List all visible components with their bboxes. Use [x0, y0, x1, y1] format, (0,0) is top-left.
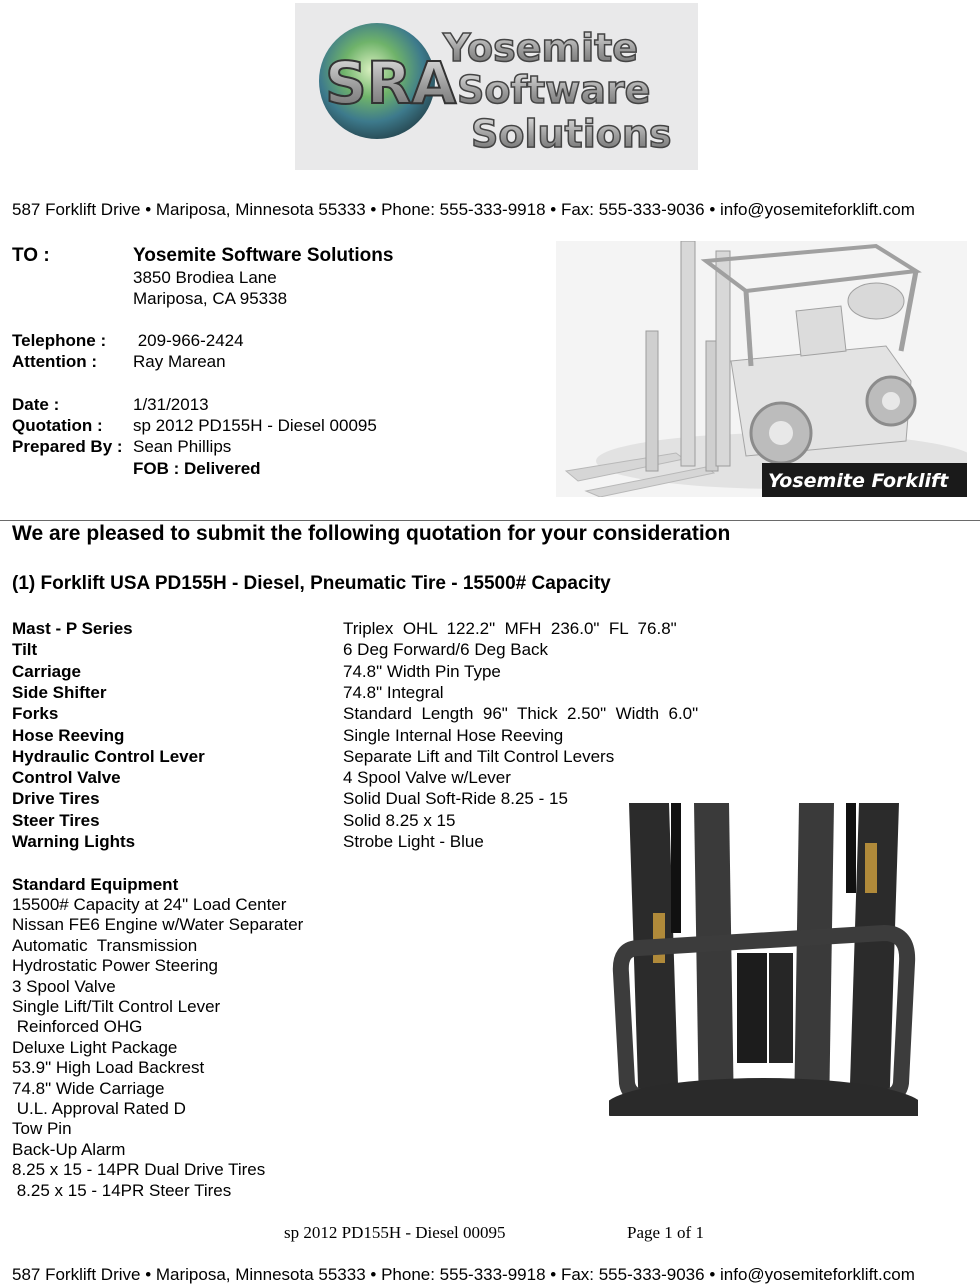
prepared-value: Sean Phillips: [133, 437, 232, 456]
spec-name: Mast - P Series: [12, 619, 133, 638]
list-item: 74.8" Wide Carriage: [12, 1078, 165, 1098]
spec-name: Control Valve: [12, 768, 121, 788]
list-item: 3 Spool Valve: [12, 976, 116, 996]
spec-value: Solid 8.25 x 15: [343, 810, 456, 830]
date-row: [12, 394, 512, 415]
list-item: Tow Pin: [12, 1119, 72, 1139]
address-line-2: [12, 288, 512, 309]
forklift-photo: [556, 241, 967, 497]
spec-value: Separate Lift and Tilt Control Levers: [343, 746, 615, 766]
to-label: TO :: [12, 245, 50, 266]
date-label: Date :: [12, 395, 60, 414]
telephone-label: Telephone :: [12, 331, 107, 350]
list-item: 8.25 x 15 - 14PR Dual Drive Tires: [12, 1160, 266, 1180]
telephone-row: [12, 330, 512, 351]
spec-value: Standard Length 96" Thick 2.50" Width 6.0": [343, 704, 699, 724]
company-logo: [295, 3, 698, 170]
spec-name: Drive Tires: [12, 789, 100, 809]
list-item: Back-Up Alarm: [12, 1139, 126, 1159]
spec-name: Carriage: [12, 661, 81, 681]
section-divider: [0, 520, 980, 521]
quotation-value: sp 2012 PD155H - Diesel 00095: [133, 416, 377, 435]
spec-value: 74.8" Integral: [343, 682, 444, 702]
recipient-address-2: Mariposa, CA 95338: [133, 289, 288, 308]
contact-line-bottom: 587 Forklift Drive • Mariposa, Minnesota 55333 • Phone: 555-333-9918 • Fax: 555-333-9036 • info@yosemiteforklift.com: [12, 1265, 915, 1284]
standard-equipment-list: [12, 895, 303, 1201]
prepared-label: Prepared By :: [12, 437, 123, 456]
list-item: 8.25 x 15 - 14PR Steer Tires: [12, 1180, 232, 1200]
logo-word-2: Software: [457, 68, 651, 112]
list-item: Hydrostatic Power Steering: [12, 956, 218, 976]
quotation-row: [12, 415, 512, 436]
spec-name: Side Shifter: [12, 682, 107, 702]
spec-value: Solid Dual Soft-Ride 8.25 - 15: [343, 789, 568, 809]
address-line-1: [12, 267, 512, 288]
list-item: 15500# Capacity at 24" Load Center: [12, 895, 287, 914]
attention-value: Ray Marean: [133, 352, 226, 371]
attention-label: Attention :: [12, 352, 97, 371]
logo-word-3: Solutions: [471, 112, 672, 156]
spec-name: Warning Lights: [12, 832, 136, 851]
footer-doc-ref: sp 2012 PD155H - Diesel 00095: [284, 1223, 506, 1242]
contact-line-top: 587 Forklift Drive • Mariposa, Minnesota 55333 • Phone: 555-333-9918 • Fax: 555-333-9036 • info@yosemiteforklift.com: [12, 200, 915, 219]
list-item: Reinforced OHG: [12, 1017, 143, 1037]
spec-value: 74.8" Width Pin Type: [343, 661, 501, 681]
attention-row: [12, 351, 512, 372]
list-item: Automatic Transmission: [12, 935, 198, 955]
telephone-value: 209-966-2424: [133, 331, 244, 350]
list-item: Nissan FE6 Engine w/Water Separater: [12, 915, 304, 935]
footer-page-number: Page 1 of 1: [627, 1223, 704, 1242]
logo-monogram: SRA: [325, 49, 457, 117]
spec-name: Hose Reeving: [12, 725, 125, 745]
list-item: Single Lift/Tilt Control Lever: [12, 997, 221, 1017]
intro-heading: We are pleased to submit the following quotation for your consideration: [12, 522, 731, 545]
list-item: Deluxe Light Package: [12, 1037, 178, 1057]
spec-value: 4 Spool Valve w/Lever: [343, 768, 511, 788]
to-row: [12, 245, 512, 267]
spec-value: 6 Deg Forward/6 Deg Back: [343, 640, 549, 660]
spec-name: Steer Tires: [12, 810, 100, 830]
quotation-label: Quotation :: [12, 416, 103, 435]
recipient-address-1: 3850 Brodiea Lane: [133, 268, 277, 287]
recipient-company: Yosemite Software Solutions: [133, 245, 394, 266]
spec-value: Single Internal Hose Reeving: [343, 725, 564, 745]
photo-caption: Yosemite Forklift: [768, 470, 949, 492]
fob-row: [12, 458, 512, 479]
mast-photo: [609, 803, 918, 1116]
fob-value: FOB : Delivered: [133, 459, 261, 478]
list-item: 53.9" High Load Backrest: [12, 1058, 205, 1078]
spec-value: Strobe Light - Blue: [343, 832, 484, 851]
logo-word-1: Yosemite: [443, 26, 639, 70]
list-item: U.L. Approval Rated D: [12, 1099, 186, 1119]
spec-name: Hydraulic Control Lever: [12, 746, 205, 766]
standard-equipment-heading: Standard Equipment: [12, 875, 179, 894]
product-title: (1) Forklift USA PD155H - Diesel, Pneumatic Tire - 15500# Capacity: [12, 573, 611, 594]
spec-value: Triplex OHL 122.2" MFH 236.0" FL 76.8": [343, 619, 677, 638]
date-value: 1/31/2013: [133, 395, 209, 414]
prepared-row: [12, 436, 512, 457]
spec-name: Forks: [12, 704, 59, 724]
spec-name: Tilt: [12, 640, 38, 660]
